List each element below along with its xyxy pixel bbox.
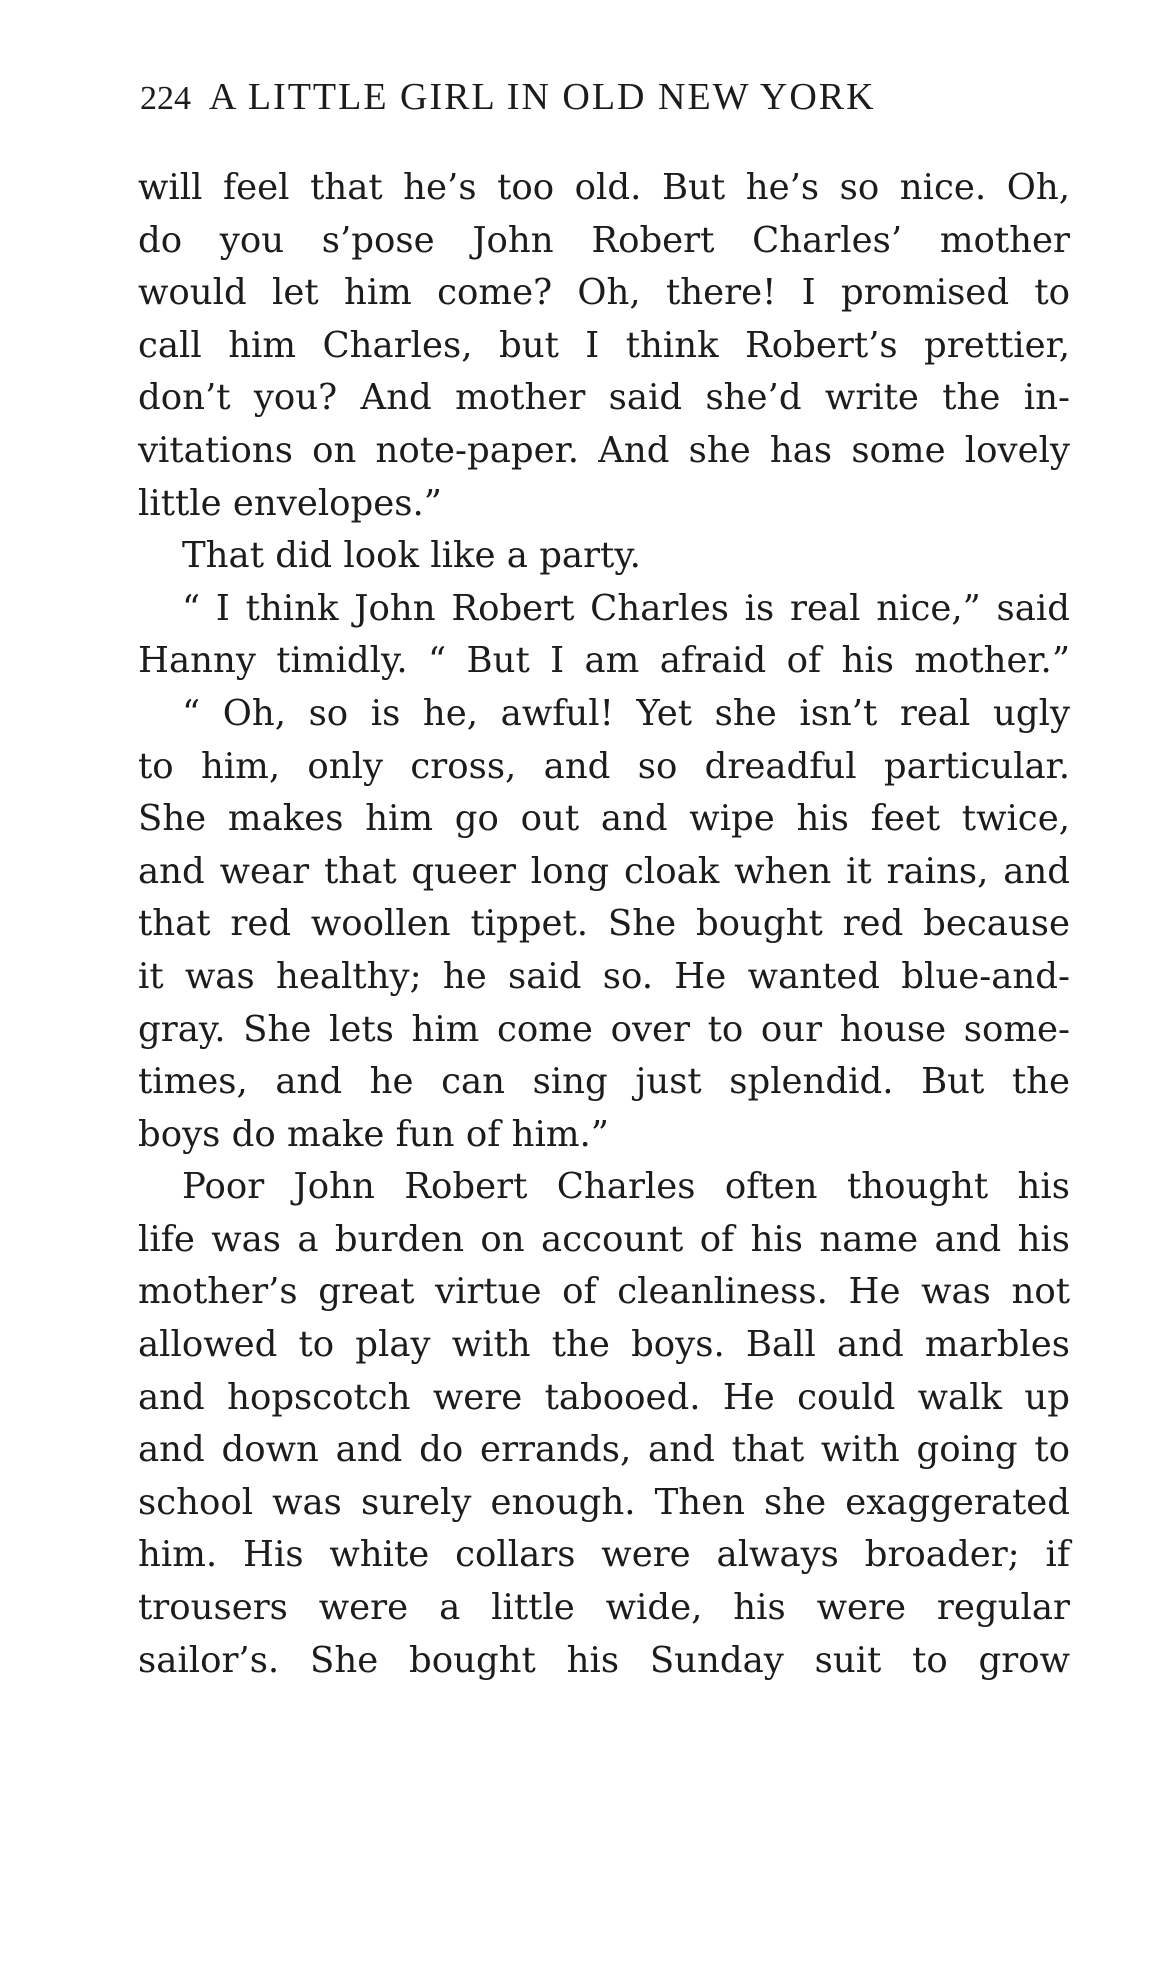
text-line: gray. She lets him come over to our house some- <box>138 1008 1070 1050</box>
text-line: sailor’s. She bought his Sunday suit to grow <box>138 1639 1070 1681</box>
running-title: A LITTLE GIRL IN OLD NEW YORK <box>209 76 876 118</box>
text-line: would let him come? Oh, there! I promised to <box>138 272 1070 314</box>
text-line: “ I think John Robert Charles is real nice,” said <box>182 587 1070 629</box>
text-line: do you s’pose John Robert Charles’ mother <box>138 219 1070 261</box>
body-text <box>138 162 1070 1687</box>
text-line: mother’s great virtue of cleanliness. He was not <box>138 1271 1070 1313</box>
text-line: boys do make fun of him.” <box>138 1113 609 1155</box>
text-line: trousers were a little wide, his were regular <box>138 1587 1070 1629</box>
text-line: it was healthy; he said so. He wanted blue-and- <box>138 955 1070 997</box>
text-line: “ Oh, so is he, awful! Yet she isn’t real ugly <box>182 692 1070 734</box>
text-line: Hanny timidly. “ But I am afraid of his mother.” <box>138 640 1070 682</box>
text-line: allowed to play with the boys. Ball and marbles <box>138 1324 1070 1366</box>
text-line: vitations on note-paper. And she has some lovely <box>138 429 1070 471</box>
page-number: 224 <box>140 80 191 117</box>
text-line: that red woollen tippet. She bought red because <box>138 903 1070 945</box>
text-line: call him Charles, but I think Robert’s prettier, <box>138 324 1070 366</box>
text-line: Poor John Robert Charles often thought his <box>182 1166 1070 1208</box>
text-line: That did look like a party. <box>182 535 641 577</box>
text-line: She makes him go out and wipe his feet twice, <box>138 798 1070 840</box>
running-head <box>140 72 1080 124</box>
text-line: and down and do errands, and that with going to <box>138 1429 1070 1471</box>
text-line: and hopscotch were tabooed. He could walk up <box>138 1376 1070 1418</box>
text-line: little envelopes.” <box>138 482 442 524</box>
text-line: him. His white collars were always broader; if <box>138 1534 1070 1576</box>
text-line: to him, only cross, and so dreadful particular. <box>138 745 1070 787</box>
text-line: don’t you? And mother said she’d write the in- <box>138 377 1070 419</box>
text-line: and wear that queer long cloak when it rains, and <box>138 850 1070 892</box>
text-line: school was surely enough. Then she exaggerated <box>138 1481 1070 1523</box>
text-line: will feel that he’s too old. But he’s so nice. Oh, <box>138 167 1070 208</box>
text-line: times, and he can sing just splendid. But the <box>138 1061 1070 1103</box>
text-line: life was a burden on account of his name and his <box>138 1218 1070 1260</box>
